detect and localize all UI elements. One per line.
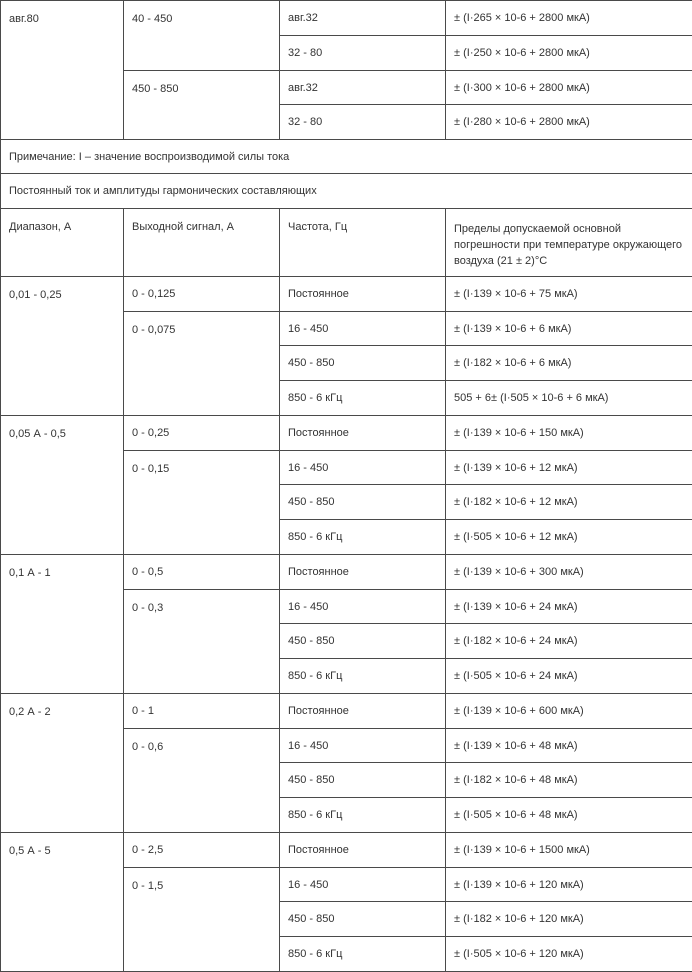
limit-cell: ± (I·139 × 10-6 + 600 мкА) (446, 694, 692, 729)
table-row (1, 555, 692, 590)
header-limit: Пределы допускаемой основной погрешности при температуре окружающего воздуха (21 ± 2)°С (446, 209, 692, 277)
signal-cell: 0 - 0,3 (124, 590, 280, 694)
frequency-cell: 16 - 450 (280, 451, 446, 485)
table-row (1, 694, 692, 729)
range-cell: 0,2 А - 2 (1, 694, 124, 833)
limit-cell: ± (I·139 × 10-6 + 120 мкА) (446, 868, 692, 902)
frequency-cell: авг.32 (280, 71, 446, 105)
table-row (1, 1, 692, 36)
signal-cell: 0 - 0,075 (124, 312, 280, 416)
frequency-cell: 450 - 850 (280, 902, 446, 937)
limit-cell: ± (I·139 × 10-6 + 24 мкА) (446, 590, 692, 624)
limit-cell: ± (I·139 × 10-6 + 48 мкА) (446, 729, 692, 763)
limit-cell: ± (I·505 × 10-6 + 24 мкА) (446, 659, 692, 694)
limit-cell: ± (I·505 × 10-6 + 48 мкА) (446, 798, 692, 833)
table-row (1, 833, 692, 868)
header-row (1, 209, 692, 277)
limit-cell: ± (I·182 × 10-6 + 6 мкА) (446, 346, 692, 381)
frequency-cell: авг.32 (280, 1, 446, 36)
frequency-cell: 16 - 450 (280, 729, 446, 763)
signal-cell: 450 - 850 (124, 71, 280, 140)
range-cell: 0,05 А - 0,5 (1, 416, 124, 555)
limit-cell: ± (I·505 × 10-6 + 12 мкА) (446, 520, 692, 555)
frequency-cell: Постоянное (280, 694, 446, 729)
limit-cell: ± (I·139 × 10-6 + 75 мкА) (446, 277, 692, 312)
limit-cell: ± (I·265 × 10-6 + 2800 мкА) (446, 1, 692, 36)
limit-cell: ± (I·300 × 10-6 + 2800 мкА) (446, 71, 692, 105)
header-signal: Выходной сигнал, А (124, 209, 280, 277)
limit-cell: ± (I·250 × 10-6 + 2800 мкА) (446, 36, 692, 71)
signal-cell: 40 - 450 (124, 1, 280, 71)
signal-cell: 0 - 0,125 (124, 277, 280, 312)
note-row (1, 140, 692, 174)
limit-cell: ± (I·182 × 10-6 + 120 мкА) (446, 902, 692, 937)
limit-cell: ± (I·505 × 10-6 + 120 мкА) (446, 937, 692, 972)
frequency-cell: 32 - 80 (280, 105, 446, 140)
signal-cell: 0 - 0,15 (124, 451, 280, 555)
frequency-cell: 450 - 850 (280, 485, 446, 520)
table-row (1, 416, 692, 451)
frequency-cell: 16 - 450 (280, 590, 446, 624)
header-range: Диапазон, А (1, 209, 124, 277)
frequency-cell: Постоянное (280, 277, 446, 312)
limit-cell: ± (I·139 × 10-6 + 12 мкА) (446, 451, 692, 485)
header-frequency: Частота, Гц (280, 209, 446, 277)
frequency-cell: 450 - 850 (280, 624, 446, 659)
limit-cell: ± (I·280 × 10-6 + 2800 мкА) (446, 105, 692, 140)
range-cell: авг.80 (1, 1, 124, 140)
limit-cell: ± (I·182 × 10-6 + 24 мкА) (446, 624, 692, 659)
specification-table-body (1, 1, 692, 972)
range-cell: 0,1 А - 1 (1, 555, 124, 694)
frequency-cell: 450 - 850 (280, 346, 446, 381)
section-title: Постоянный ток и амплитуды гармонических составляющих (1, 174, 692, 209)
limit-cell: ± (I·139 × 10-6 + 6 мкА) (446, 312, 692, 346)
limit-cell: 505 + 6± (I·505 × 10-6 + 6 мкА) (446, 381, 692, 416)
signal-cell: 0 - 0,6 (124, 729, 280, 833)
table-row (1, 277, 692, 312)
frequency-cell: 850 - 6 кГц (280, 520, 446, 555)
limit-cell: ± (I·139 × 10-6 + 300 мкА) (446, 555, 692, 590)
frequency-cell: Постоянное (280, 416, 446, 451)
frequency-cell: 850 - 6 кГц (280, 937, 446, 972)
frequency-cell: Постоянное (280, 833, 446, 868)
signal-cell: 0 - 1,5 (124, 868, 280, 972)
range-cell: 0,5 А - 5 (1, 833, 124, 972)
signal-cell: 0 - 0,25 (124, 416, 280, 451)
frequency-cell: Постоянное (280, 555, 446, 590)
note-text: Примечание: I – значение воспроизводимой силы тока (1, 140, 692, 174)
frequency-cell: 850 - 6 кГц (280, 381, 446, 416)
limit-cell: ± (I·139 × 10-6 + 150 мкА) (446, 416, 692, 451)
frequency-cell: 850 - 6 кГц (280, 798, 446, 833)
section-title-row (1, 174, 692, 209)
range-cell: 0,01 - 0,25 (1, 277, 124, 416)
limit-cell: ± (I·182 × 10-6 + 48 мкА) (446, 763, 692, 798)
signal-cell: 0 - 2,5 (124, 833, 280, 868)
limit-cell: ± (I·139 × 10-6 + 1500 мкА) (446, 833, 692, 868)
frequency-cell: 850 - 6 кГц (280, 659, 446, 694)
signal-cell: 0 - 1 (124, 694, 280, 729)
limit-cell: ± (I·182 × 10-6 + 12 мкА) (446, 485, 692, 520)
frequency-cell: 16 - 450 (280, 868, 446, 902)
signal-cell: 0 - 0,5 (124, 555, 280, 590)
frequency-cell: 16 - 450 (280, 312, 446, 346)
frequency-cell: 32 - 80 (280, 36, 446, 71)
frequency-cell: 450 - 850 (280, 763, 446, 798)
